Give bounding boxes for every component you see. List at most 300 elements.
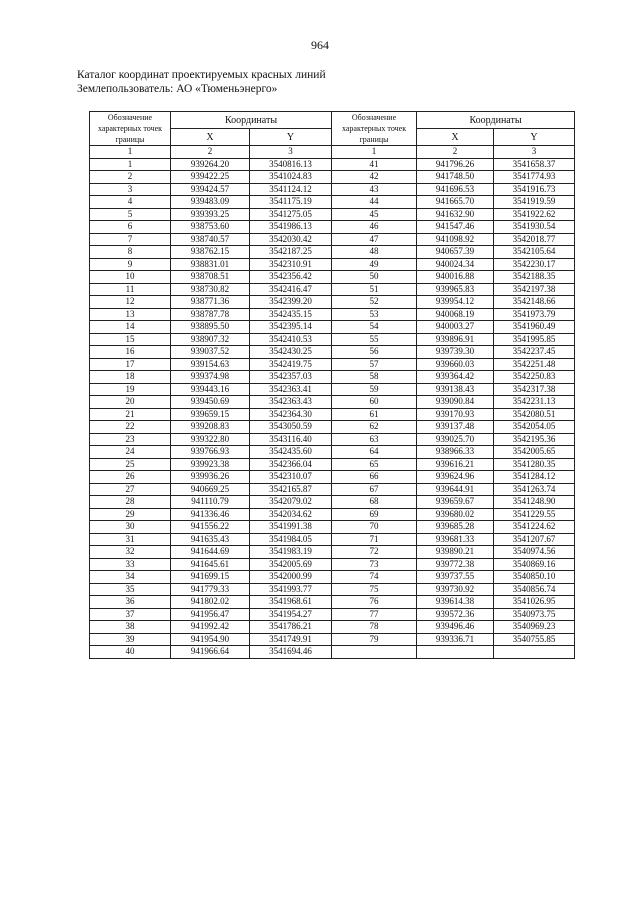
point-number-cell: [332, 646, 417, 659]
table-row: [90, 271, 575, 284]
x-coordinate-cell: 939659.67: [417, 496, 494, 509]
x-coordinate-cell: 939496.46: [417, 621, 494, 634]
point-number-cell: 22: [90, 421, 171, 434]
table-row: [90, 408, 575, 421]
x-coordinate-cell: 939364.42: [417, 371, 494, 384]
x-coordinate-cell: 939680.02: [417, 508, 494, 521]
y-coordinate-cell: 3541922.62: [494, 208, 575, 221]
y-coordinate-cell: 3541275.05: [250, 208, 332, 221]
table-row: [90, 533, 575, 546]
y-coordinate-cell: 3541263.74: [494, 483, 575, 496]
point-number-cell: 56: [332, 346, 417, 359]
y-coordinate-cell: 3541995.85: [494, 333, 575, 346]
table-row: [90, 358, 575, 371]
point-number-cell: 7: [90, 233, 171, 246]
y-coordinate-cell: 3542419.75: [250, 358, 332, 371]
x-coordinate-cell: 941547.46: [417, 221, 494, 234]
point-number-cell: 13: [90, 308, 171, 321]
point-number-cell: 15: [90, 333, 171, 346]
table-row: [90, 471, 575, 484]
y-coordinate-cell: 3540869.16: [494, 558, 575, 571]
table-row: [90, 558, 575, 571]
x-coordinate-cell: 939616.21: [417, 458, 494, 471]
y-coordinate-cell: 3541984.05: [250, 533, 332, 546]
point-number-cell: 38: [90, 621, 171, 634]
point-number-cell: 29: [90, 508, 171, 521]
x-coordinate-cell: 940669.25: [171, 483, 250, 496]
y-coordinate-cell: 3541983.19: [250, 546, 332, 559]
x-coordinate-cell: 939936.26: [171, 471, 250, 484]
y-coordinate-cell: 3542251.48: [494, 358, 575, 371]
point-number-cell: 75: [332, 583, 417, 596]
y-coordinate-cell: 3540969.23: [494, 621, 575, 634]
column-number: 2: [417, 146, 494, 159]
table-row: [90, 446, 575, 459]
y-coordinate-cell: 3541694.46: [250, 646, 332, 659]
x-coordinate-cell: 939614.38: [417, 596, 494, 609]
x-coordinate-cell: 938730.82: [171, 283, 250, 296]
y-coordinate-cell: 3542195.36: [494, 433, 575, 446]
table-row: [90, 171, 575, 184]
x-coordinate-cell: 941796.26: [417, 158, 494, 171]
x-coordinate-cell: 939025.70: [417, 433, 494, 446]
y-coordinate-cell: 3541024.83: [250, 171, 332, 184]
point-designation-header-left: Обозначение характерных точек границы: [90, 112, 171, 146]
y-coordinate-cell: 3542435.15: [250, 308, 332, 321]
x-coordinate-cell: 941748.50: [417, 171, 494, 184]
y-coordinate-cell: 3541026.95: [494, 596, 575, 609]
point-number-cell: 31: [90, 533, 171, 546]
x-coordinate-cell: 941696.53: [417, 183, 494, 196]
y-coordinate-cell: 3542105.64: [494, 246, 575, 259]
x-coordinate-cell: 939336.71: [417, 633, 494, 646]
x-coordinate-cell: 939890.21: [417, 546, 494, 559]
x-coordinate-cell: 938831.01: [171, 258, 250, 271]
land-user-line: Землепользователь: АО «Тюменьэнерго»: [77, 83, 278, 95]
table-row: [90, 621, 575, 634]
point-number-cell: 6: [90, 221, 171, 234]
point-number-cell: 44: [332, 196, 417, 209]
column-number: 3: [250, 146, 332, 159]
y-coordinate-cell: 3541973.79: [494, 308, 575, 321]
document-caption: [77, 68, 326, 96]
table-row: [90, 283, 575, 296]
point-number-cell: 70: [332, 521, 417, 534]
table-row: [90, 196, 575, 209]
y-coordinate-cell: 3542366.04: [250, 458, 332, 471]
x-coordinate-cell: 938787.78: [171, 308, 250, 321]
table-row: [90, 608, 575, 621]
x-coordinate-cell: 941954.90: [171, 633, 250, 646]
point-number-cell: 71: [332, 533, 417, 546]
x-coordinate-cell: 939965.83: [417, 283, 494, 296]
table-row: [90, 258, 575, 271]
table-row: [90, 496, 575, 509]
y-coordinate-cell: 3541993.77: [250, 583, 332, 596]
table-row: [90, 333, 575, 346]
table-row: [90, 158, 575, 171]
point-number-cell: 51: [332, 283, 417, 296]
x-coordinate-cell: 941956.47: [171, 608, 250, 621]
page-number: 964: [311, 38, 329, 52]
x-coordinate-cell: 939393.25: [171, 208, 250, 221]
y-coordinate-cell: 3541207.67: [494, 533, 575, 546]
point-number-cell: 47: [332, 233, 417, 246]
x-coordinate-cell: 940016.88: [417, 271, 494, 284]
x-coordinate-cell: 939644.91: [417, 483, 494, 496]
y-coordinate-cell: 3542399.20: [250, 296, 332, 309]
point-number-cell: 26: [90, 471, 171, 484]
x-coordinate-cell: 939443.16: [171, 383, 250, 396]
x-coordinate-cell: 939954.12: [417, 296, 494, 309]
x-coordinate-cell: [417, 646, 494, 659]
point-number-cell: 4: [90, 196, 171, 209]
x-coordinate-cell: 941966.64: [171, 646, 250, 659]
point-number-cell: 25: [90, 458, 171, 471]
table-row: [90, 546, 575, 559]
y-coordinate-cell: 3542188.35: [494, 271, 575, 284]
y-coordinate-cell: 3540974.56: [494, 546, 575, 559]
x-coordinate-cell: 941110.79: [171, 496, 250, 509]
y-coordinate-cell: 3541749.91: [250, 633, 332, 646]
point-number-cell: 20: [90, 396, 171, 409]
point-number-cell: 34: [90, 571, 171, 584]
table-row: [90, 208, 575, 221]
table-row: [90, 183, 575, 196]
x-coordinate-cell: 938966.33: [417, 446, 494, 459]
y-coordinate-cell: 3542197.38: [494, 283, 575, 296]
y-coordinate-cell: 3542018.77: [494, 233, 575, 246]
x-coordinate-cell: 939624.96: [417, 471, 494, 484]
table-row: [90, 571, 575, 584]
table-row: [90, 508, 575, 521]
x-coordinate-cell: 939322.80: [171, 433, 250, 446]
point-number-cell: 60: [332, 396, 417, 409]
y-coordinate-cell: 3540973.75: [494, 608, 575, 621]
x-coordinate-cell: 940068.19: [417, 308, 494, 321]
point-number-cell: 18: [90, 371, 171, 384]
x-coordinate-cell: 941644.69: [171, 546, 250, 559]
point-number-cell: 63: [332, 433, 417, 446]
point-number-cell: 62: [332, 421, 417, 434]
table-row: [90, 458, 575, 471]
point-number-cell: 59: [332, 383, 417, 396]
x-coordinate-cell: 939772.38: [417, 558, 494, 571]
x-coordinate-cell: 938708.51: [171, 271, 250, 284]
catalog-title: Каталог координат проектируемых красных линий: [77, 69, 326, 81]
point-number-cell: 1: [90, 158, 171, 171]
point-number-cell: 67: [332, 483, 417, 496]
point-number-cell: 10: [90, 271, 171, 284]
x-coordinate-cell: 939685.28: [417, 521, 494, 534]
y-coordinate-cell: 3541284.12: [494, 471, 575, 484]
x-coordinate-cell: 941645.61: [171, 558, 250, 571]
point-number-cell: 43: [332, 183, 417, 196]
x-coordinate-cell: 939660.03: [417, 358, 494, 371]
y-coordinate-cell: 3542231.13: [494, 396, 575, 409]
y-coordinate-cell: 3541954.27: [250, 608, 332, 621]
y-coordinate-cell: 3541124.12: [250, 183, 332, 196]
point-number-cell: 66: [332, 471, 417, 484]
point-number-cell: 73: [332, 558, 417, 571]
y-coordinate-cell: 3541986.13: [250, 221, 332, 234]
point-number-cell: 39: [90, 633, 171, 646]
coordinates-table: [89, 111, 575, 659]
point-number-cell: 74: [332, 571, 417, 584]
point-number-cell: 33: [90, 558, 171, 571]
table-row: [90, 321, 575, 334]
point-number-cell: 72: [332, 546, 417, 559]
table-row: [90, 371, 575, 384]
table-row: [90, 483, 575, 496]
y-coordinate-cell: 3540856.74: [494, 583, 575, 596]
table-row: [90, 646, 575, 659]
x-coordinate-cell: 938762.15: [171, 246, 250, 259]
point-number-cell: 76: [332, 596, 417, 609]
x-coordinate-cell: 938753.60: [171, 221, 250, 234]
y-header-right: Y: [494, 129, 575, 146]
y-coordinate-cell: 3542005.69: [250, 558, 332, 571]
x-coordinate-cell: 938740.57: [171, 233, 250, 246]
point-number-cell: 45: [332, 208, 417, 221]
table-row: [90, 221, 575, 234]
point-number-cell: 17: [90, 358, 171, 371]
table-row: [90, 308, 575, 321]
x-coordinate-cell: 941699.15: [171, 571, 250, 584]
y-coordinate-cell: 3542165.87: [250, 483, 332, 496]
point-number-cell: 27: [90, 483, 171, 496]
table-body: [90, 158, 575, 658]
point-number-cell: 3: [90, 183, 171, 196]
table-row: [90, 383, 575, 396]
x-coordinate-cell: 940657.39: [417, 246, 494, 259]
y-coordinate-cell: 3541224.62: [494, 521, 575, 534]
point-number-cell: 53: [332, 308, 417, 321]
x-coordinate-cell: 939923.38: [171, 458, 250, 471]
y-coordinate-cell: 3541919.59: [494, 196, 575, 209]
point-number-cell: 24: [90, 446, 171, 459]
x-coordinate-cell: 941802.02: [171, 596, 250, 609]
y-coordinate-cell: 3542310.07: [250, 471, 332, 484]
point-number-cell: 50: [332, 271, 417, 284]
header-row: [90, 112, 575, 129]
point-number-cell: 61: [332, 408, 417, 421]
table-row: [90, 296, 575, 309]
point-number-cell: 65: [332, 458, 417, 471]
y-coordinate-cell: 3542080.51: [494, 408, 575, 421]
point-number-cell: 32: [90, 546, 171, 559]
y-coordinate-cell: 3542034.62: [250, 508, 332, 521]
point-number-cell: 77: [332, 608, 417, 621]
table-row: [90, 396, 575, 409]
y-coordinate-cell: 3541229.55: [494, 508, 575, 521]
column-number: 3: [494, 146, 575, 159]
x-coordinate-cell: 939137.48: [417, 421, 494, 434]
point-number-cell: 54: [332, 321, 417, 334]
x-coordinate-cell: 938907.32: [171, 333, 250, 346]
point-number-cell: 64: [332, 446, 417, 459]
x-coordinate-cell: 938895.50: [171, 321, 250, 334]
x-coordinate-cell: 938771.36: [171, 296, 250, 309]
x-coordinate-cell: 939730.92: [417, 583, 494, 596]
y-coordinate-cell: 3542410.53: [250, 333, 332, 346]
x-coordinate-cell: 939090.84: [417, 396, 494, 409]
x-coordinate-cell: 941635.43: [171, 533, 250, 546]
point-number-cell: 48: [332, 246, 417, 259]
y-coordinate-cell: 3541991.38: [250, 521, 332, 534]
x-coordinate-cell: 941665.70: [417, 196, 494, 209]
point-number-cell: 68: [332, 496, 417, 509]
x-coordinate-cell: 939737.55: [417, 571, 494, 584]
y-header-left: Y: [250, 129, 332, 146]
x-coordinate-cell: 939450.69: [171, 396, 250, 409]
point-number-cell: 14: [90, 321, 171, 334]
table-row: [90, 346, 575, 359]
x-coordinate-cell: 941632.90: [417, 208, 494, 221]
x-coordinate-cell: 940003.27: [417, 321, 494, 334]
x-coordinate-cell: 941992.42: [171, 621, 250, 634]
y-coordinate-cell: 3541786.21: [250, 621, 332, 634]
point-number-cell: 46: [332, 221, 417, 234]
y-coordinate-cell: 3542357.03: [250, 371, 332, 384]
table-row: [90, 433, 575, 446]
y-coordinate-cell: 3540850.10: [494, 571, 575, 584]
y-coordinate-cell: 3542000.99: [250, 571, 332, 584]
table-row: [90, 233, 575, 246]
x-coordinate-cell: 941336.46: [171, 508, 250, 521]
point-number-cell: 49: [332, 258, 417, 271]
table-row: [90, 583, 575, 596]
x-header-left: X: [171, 129, 250, 146]
point-number-cell: 35: [90, 583, 171, 596]
y-coordinate-cell: 3542005.65: [494, 446, 575, 459]
x-coordinate-cell: 939739.30: [417, 346, 494, 359]
y-coordinate-cell: 3542310.91: [250, 258, 332, 271]
point-number-cell: 19: [90, 383, 171, 396]
point-number-cell: 37: [90, 608, 171, 621]
y-coordinate-cell: [494, 646, 575, 659]
x-coordinate-cell: 939659.15: [171, 408, 250, 421]
point-designation-header-right: Обозначение характерных точек границы: [332, 112, 417, 146]
x-coordinate-cell: 939208.83: [171, 421, 250, 434]
point-number-cell: 8: [90, 246, 171, 259]
point-number-cell: 58: [332, 371, 417, 384]
y-coordinate-cell: 3542148.66: [494, 296, 575, 309]
column-number-row: [90, 146, 575, 159]
y-coordinate-cell: 3542230.17: [494, 258, 575, 271]
point-number-cell: 78: [332, 621, 417, 634]
x-coordinate-cell: 939422.25: [171, 171, 250, 184]
x-coordinate-cell: 939138.43: [417, 383, 494, 396]
point-number-cell: 21: [90, 408, 171, 421]
coordinates-header-right: Координаты: [417, 112, 575, 129]
x-coordinate-cell: 939766.93: [171, 446, 250, 459]
y-coordinate-cell: 3541968.61: [250, 596, 332, 609]
y-coordinate-cell: 3541960.49: [494, 321, 575, 334]
point-number-cell: 52: [332, 296, 417, 309]
x-coordinate-cell: 939037.52: [171, 346, 250, 359]
y-coordinate-cell: 3540816.13: [250, 158, 332, 171]
point-number-cell: 2: [90, 171, 171, 184]
y-coordinate-cell: 3542416.47: [250, 283, 332, 296]
y-coordinate-cell: 3542356.42: [250, 271, 332, 284]
x-coordinate-cell: 939896.91: [417, 333, 494, 346]
point-number-cell: 30: [90, 521, 171, 534]
x-coordinate-cell: 939170.93: [417, 408, 494, 421]
table-row: [90, 421, 575, 434]
x-coordinate-cell: 941779.33: [171, 583, 250, 596]
x-coordinate-cell: 939424.57: [171, 183, 250, 196]
x-header-right: X: [417, 129, 494, 146]
x-coordinate-cell: 941556.22: [171, 521, 250, 534]
y-coordinate-cell: 3541658.37: [494, 158, 575, 171]
y-coordinate-cell: 3541916.73: [494, 183, 575, 196]
y-coordinate-cell: 3542030.42: [250, 233, 332, 246]
x-coordinate-cell: 939154.63: [171, 358, 250, 371]
x-coordinate-cell: 939572.36: [417, 608, 494, 621]
y-coordinate-cell: 3543050.59: [250, 421, 332, 434]
y-coordinate-cell: 3542364.30: [250, 408, 332, 421]
point-number-cell: 5: [90, 208, 171, 221]
point-number-cell: 28: [90, 496, 171, 509]
point-number-cell: 23: [90, 433, 171, 446]
y-coordinate-cell: 3540755.85: [494, 633, 575, 646]
y-coordinate-cell: 3541774.93: [494, 171, 575, 184]
y-coordinate-cell: 3541248.90: [494, 496, 575, 509]
y-coordinate-cell: 3542250.83: [494, 371, 575, 384]
y-coordinate-cell: 3542435.60: [250, 446, 332, 459]
y-coordinate-cell: 3542395.14: [250, 321, 332, 334]
point-number-cell: 36: [90, 596, 171, 609]
x-coordinate-cell: 940024.34: [417, 258, 494, 271]
column-number: 1: [90, 146, 171, 159]
y-coordinate-cell: 3542363.43: [250, 396, 332, 409]
table-row: [90, 633, 575, 646]
point-number-cell: 69: [332, 508, 417, 521]
x-coordinate-cell: 939483.09: [171, 196, 250, 209]
point-number-cell: 11: [90, 283, 171, 296]
column-number: 2: [171, 146, 250, 159]
point-number-cell: 12: [90, 296, 171, 309]
point-number-cell: 9: [90, 258, 171, 271]
x-coordinate-cell: 939681.33: [417, 533, 494, 546]
y-coordinate-cell: 3542079.02: [250, 496, 332, 509]
y-coordinate-cell: 3542187.25: [250, 246, 332, 259]
point-number-cell: 40: [90, 646, 171, 659]
x-coordinate-cell: 939264.20: [171, 158, 250, 171]
table-row: [90, 596, 575, 609]
y-coordinate-cell: 3543116.40: [250, 433, 332, 446]
point-number-cell: 57: [332, 358, 417, 371]
point-number-cell: 16: [90, 346, 171, 359]
table-row: [90, 521, 575, 534]
point-number-cell: 79: [332, 633, 417, 646]
y-coordinate-cell: 3542237.45: [494, 346, 575, 359]
y-coordinate-cell: 3541175.19: [250, 196, 332, 209]
table-row: [90, 246, 575, 259]
y-coordinate-cell: 3542430.25: [250, 346, 332, 359]
point-number-cell: 55: [332, 333, 417, 346]
point-number-cell: 42: [332, 171, 417, 184]
y-coordinate-cell: 3542317.38: [494, 383, 575, 396]
point-number-cell: 41: [332, 158, 417, 171]
y-coordinate-cell: 3541930.54: [494, 221, 575, 234]
y-coordinate-cell: 3542363.41: [250, 383, 332, 396]
x-coordinate-cell: 941098.92: [417, 233, 494, 246]
x-coordinate-cell: 939374.98: [171, 371, 250, 384]
column-number: 1: [332, 146, 417, 159]
y-coordinate-cell: 3541280.35: [494, 458, 575, 471]
